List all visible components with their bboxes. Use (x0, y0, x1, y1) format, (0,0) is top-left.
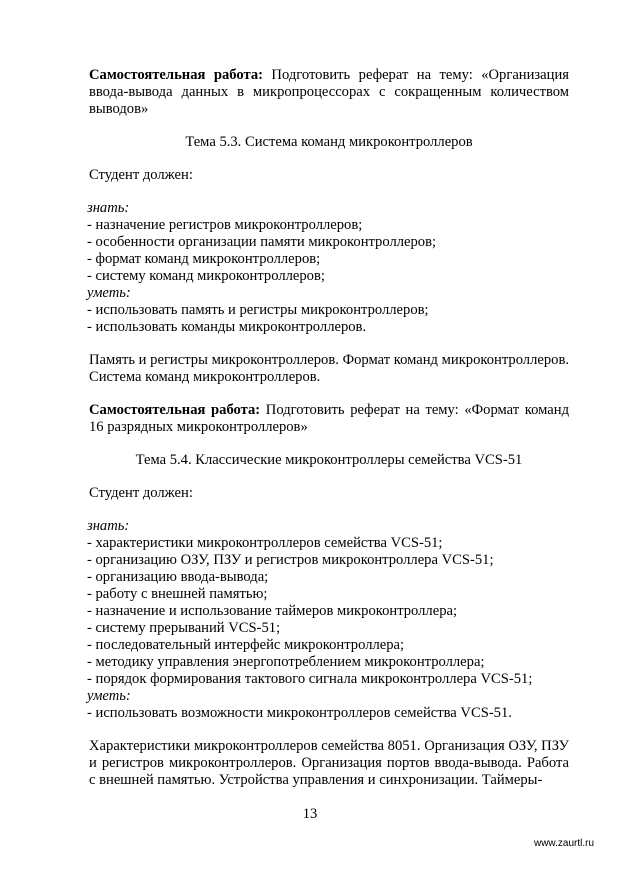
list-item: - назначение и использование таймеров микроконтроллера; (87, 603, 458, 619)
list-item: - организацию ввода-вывода; (87, 569, 269, 585)
list-item: - использовать память и регистры микроконтроллеров; (87, 302, 429, 318)
footer-url[interactable]: www.zaurtl.ru (533, 838, 594, 849)
list-item: - систему прерываний VCS-51; (87, 620, 281, 636)
self-work-paragraph-1 (89, 67, 569, 118)
list-item: - особенности организации памяти микроконтроллеров; (87, 234, 437, 250)
list-item: - организацию ОЗУ, ПЗУ и регистров микроконтроллера VCS-51; (87, 552, 494, 568)
student-must-label: Студент должен: (89, 485, 193, 501)
topic-heading-5-3: Тема 5.3. Система команд микроконтроллеров (185, 134, 473, 150)
list-item: - последовательный интерфейс микроконтроллера; (87, 637, 405, 653)
self-work-paragraph-2 (89, 402, 569, 436)
content-paragraph-5-4: Характеристики микроконтроллеров семейства 8051. Организация ОЗУ, ПЗУ и регистров микроконтроллеров. Организация портов ввода-вывода. Работа с внешней памятью. Устройства управления и синхронизации. Таймеры- (89, 738, 569, 788)
list-item: - характеристики микроконтроллеров семейства VCS-51; (87, 535, 443, 551)
page-number: 13 (302, 806, 318, 822)
know-label: знать: (87, 200, 130, 216)
list-item: - использовать возможности микроконтроллеров семейства VCS-51. (87, 705, 512, 721)
list-item: - работу с внешней памятью; (87, 586, 268, 602)
list-item: - систему команд микроконтроллеров; (87, 268, 325, 284)
topic-heading-5-4: Тема 5.4. Классические микроконтроллеры семейства VCS-51 (135, 452, 523, 468)
able-label: уметь: (87, 285, 131, 301)
list-item: - порядок формирования тактового сигнала микроконтроллера VCS-51; (87, 671, 533, 687)
list-item: - использовать команды микроконтроллеров. (87, 319, 367, 335)
self-work-text: Подготовить реферат на тему: «Формат команд 16 разрядных микроконтроллеров» (89, 402, 569, 435)
student-must-label: Студент должен: (89, 167, 193, 183)
able-label: уметь: (87, 688, 131, 704)
list-item: - формат команд микроконтроллеров; (87, 251, 321, 267)
self-work-label: Самостоятельная работа: (89, 402, 261, 418)
page-content (89, 67, 569, 789)
know-label: знать: (87, 518, 130, 534)
list-item: - назначение регистров микроконтроллеров; (87, 217, 363, 233)
self-work-label: Самостоятельная работа: (89, 67, 263, 83)
content-paragraph-5-3: Память и регистры микроконтроллеров. Формат команд микроконтроллеров. Система команд микроконтроллеров. (89, 352, 569, 385)
self-work-text: Подготовить реферат на тему: «Организация ввода-вывода данных в микропроцессорах с сокращенным количеством выводов» (89, 67, 569, 117)
list-item: - методику управления энергопотреблением микроконтроллера; (87, 654, 485, 670)
